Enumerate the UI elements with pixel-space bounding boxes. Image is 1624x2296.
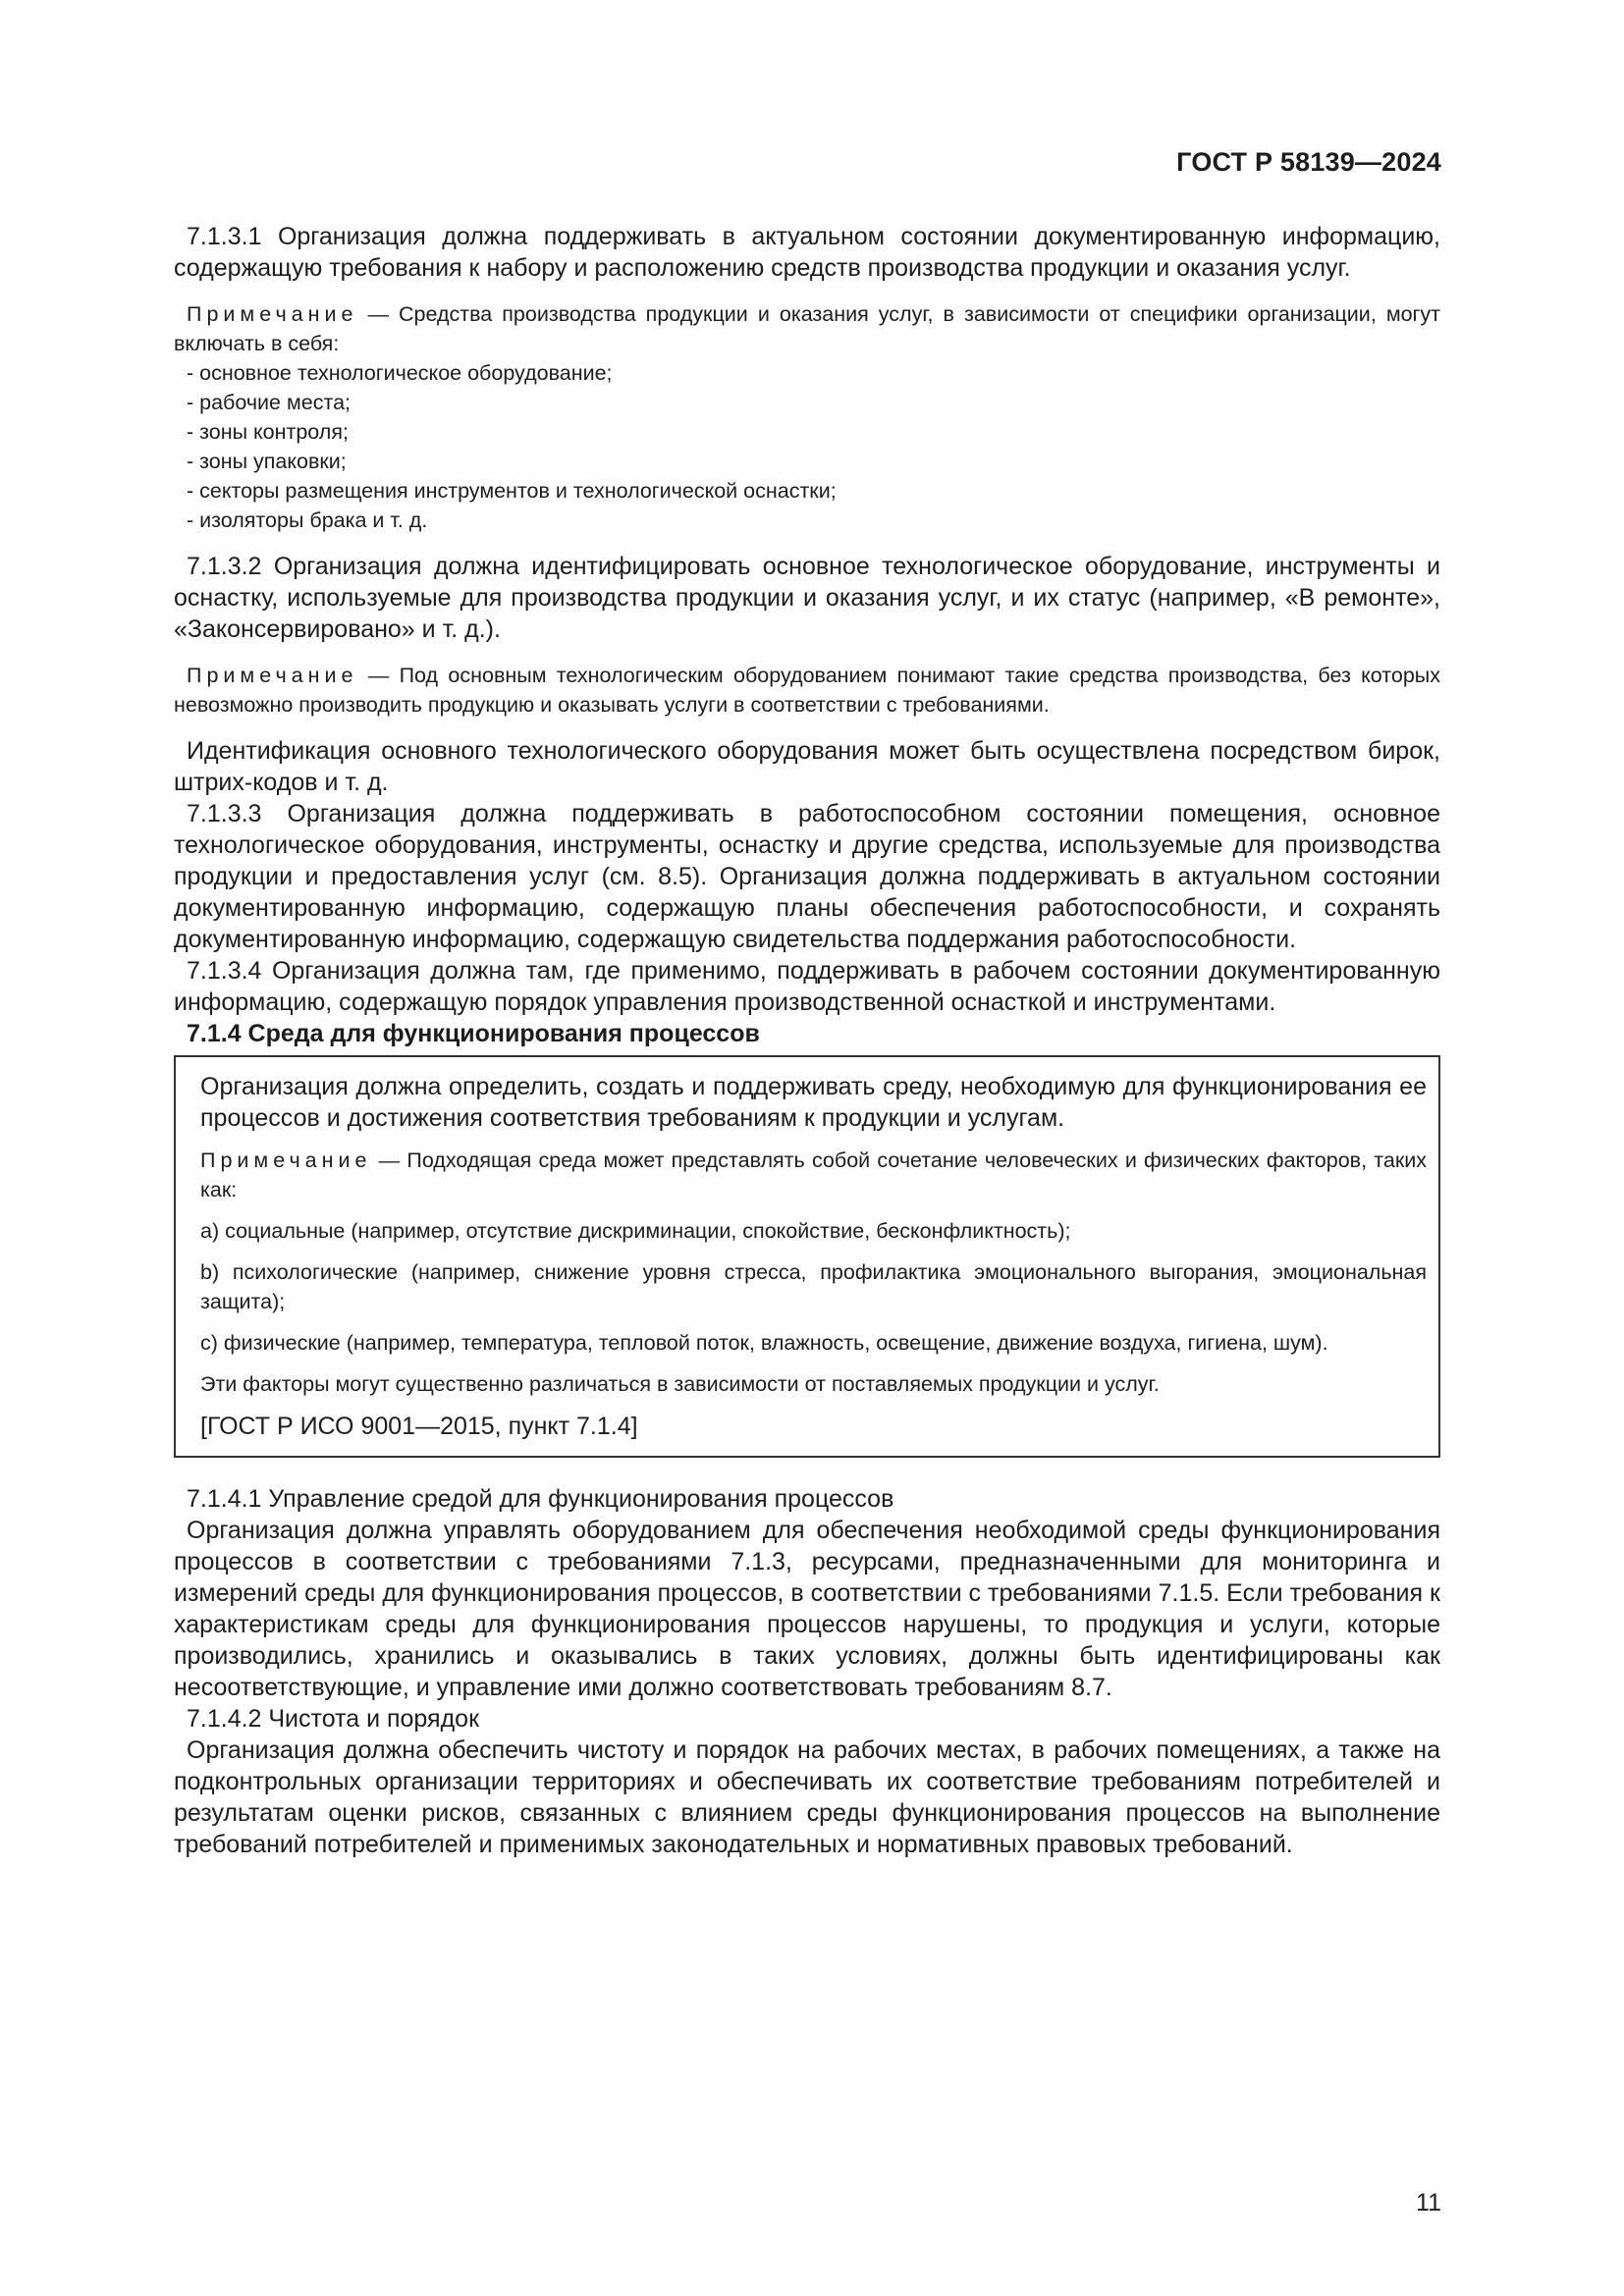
- heading-7-1-4-1: 7.1.4.1 Управление средой для функционирования процессов: [187, 1485, 894, 1513]
- clause-7-1-3-3: 7.1.3.3 Организация должна поддерживать в работоспособном состоянии помещения, основное технологическое оборудования, инструменты, оснастку и другие средства, используемые для производства продукции и предоставления услуг (см. 8.5). Организация должна поддерживать в актуальном состоянии документированную информацию, содержащую планы обеспечения работоспособности, и сохранять документированную информацию, содержащую свидетельства поддержания работоспособности.: [174, 800, 1440, 953]
- document-body: [174, 221, 1440, 1860]
- box-item-b: b) психологические (например, снижение уровня стресса, профилактика эмоционального выгорания, эмоциональная защита);: [200, 1260, 1427, 1313]
- list-item: - зоны контроля;: [187, 420, 349, 444]
- clause-7-1-3-2: 7.1.3.2 Организация должна идентифицировать основное технологическое оборудование, инструменты и оснастку, используемые для производства продукции и оказания услуг, и их статус (например, «В ремонте», «Законсервировано» и т. д.).: [174, 553, 1440, 643]
- list-item: - секторы размещения инструментов и технологической оснастки;: [187, 479, 837, 503]
- box-note: [188, 1146, 1427, 1204]
- note-2: [174, 661, 1440, 720]
- list-item: - основное технологическое оборудование;: [187, 361, 613, 385]
- note-1-text: — Средства производства продукции и оказания услуг, в зависимости от специфики организации, могут включать в себя:: [174, 302, 1440, 355]
- clause-7-1-3-4: 7.1.3.4 Организация должна там, где применимо, поддерживать в рабочем состоянии документированную информацию, содержащую порядок управления производственной оснасткой и инструментами.: [174, 957, 1440, 1016]
- heading-7-1-4: 7.1.4 Среда для функционирования процессов: [187, 1020, 760, 1047]
- heading-7-1-4-2: 7.1.4.2 Чистота и порядок: [187, 1705, 480, 1733]
- box-reference: [ГОСТ Р ИСО 9001—2015, пункт 7.1.4]: [200, 1413, 638, 1440]
- note-1-label: Примечание: [187, 302, 358, 326]
- note-2-text: — Под основным технологическим оборудованием понимают такие средства производства, без которых невозможно производить продукцию и оказывать услуги в соответствии с требованиями.: [174, 664, 1440, 717]
- note-2-label: Примечание: [187, 664, 358, 687]
- note-1: [174, 299, 1440, 358]
- note-1-list: [174, 358, 1440, 535]
- box-factors: Эти факторы могут существенно различаться в зависимости от поставляемых продукции и услуг.: [200, 1372, 1160, 1396]
- clause-7-1-4-2: Организация должна обеспечить чистоту и порядок на рабочих местах, в рабочих помещениях, а также на подконтрольных организации территориях и обеспечивать их соответствие требованиям потребителей и результатам оценки рисков, связанных с влиянием среды функционирования процессов на выполнение требований потребителей и применимых законодательных и нормативных правовых требований.: [174, 1736, 1440, 1858]
- page-number: 11: [1416, 2189, 1441, 2216]
- box-paragraph: Организация должна определить, создать и поддерживать среду, необходимую для функционирования ее процессов и достижения соответствия требованиям к продукции и услугам.: [200, 1073, 1427, 1132]
- quoted-requirement-box: [174, 1055, 1440, 1458]
- box-note-text: — Подходящая среда может представлять собой сочетание человеческих и физических факторов, таких как:: [200, 1148, 1427, 1201]
- list-item: - рабочие места;: [187, 391, 352, 414]
- clause-7-1-3-1: 7.1.3.1 Организация должна поддерживать в актуальном состоянии документированную информацию, содержащую требования к набору и расположению средств производства продукции и оказания услуг.: [174, 223, 1440, 282]
- document-code-header: ГОСТ Р 58139—2024: [1176, 147, 1441, 177]
- identification-paragraph: Идентификация основного технологического оборудования может быть осуществлена посредством бирок, штрих-кодов и т. д.: [174, 737, 1440, 796]
- list-item: - изоляторы брака и т. д.: [187, 508, 428, 532]
- box-note-label: Примечание: [200, 1148, 372, 1172]
- list-item: - зоны упаковки;: [187, 450, 347, 473]
- box-item-a: a) социальные (например, отсутствие дискриминации, спокойствие, бесконфликтность);: [200, 1219, 1071, 1243]
- clause-7-1-4-1: Организация должна управлять оборудованием для обеспечения необходимой среды функционирования процессов в соответствии с требованиями 7.1.3, ресурсами, предназначенными для мониторинга и измерений среды для функционирования процессов, в соответствии с требованиями 7.1.5. Если требования к характеристикам среды для функционирования процессов нарушены, то продукция и услуги, которые производились, хранились и оказывались в таких условиях, должны быть идентифицированы как несоответствующие, и управление ими должно соответствовать требованиям 8.7.: [174, 1517, 1440, 1701]
- box-item-c: c) физические (например, температура, тепловой поток, влажность, освещение, движение воздуха, гигиена, шум).: [200, 1331, 1328, 1355]
